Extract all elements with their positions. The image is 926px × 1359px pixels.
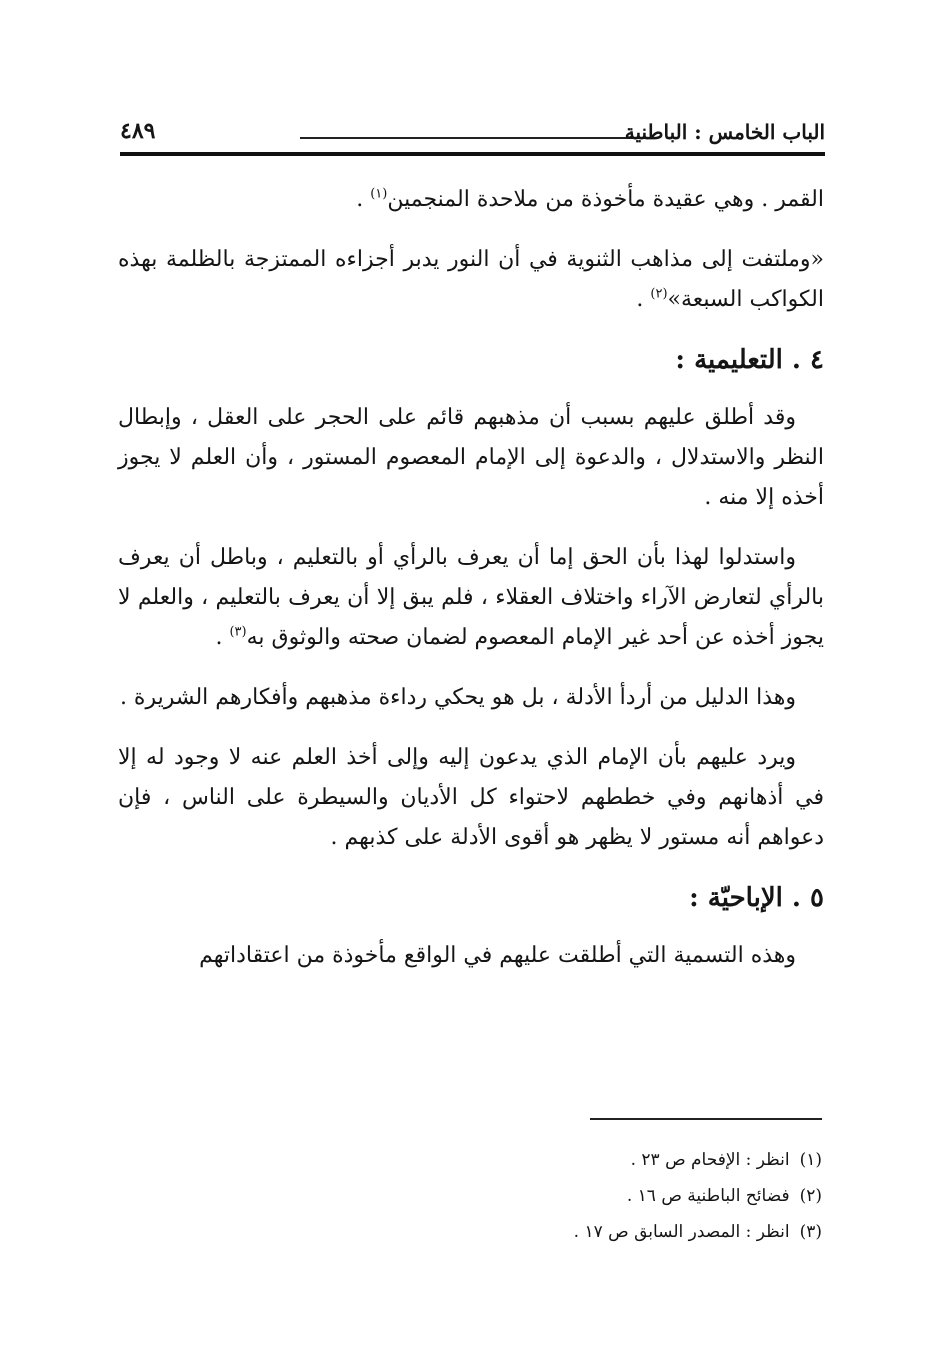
section-heading-ibahiyya: ٥ . الإباحيّة : [689, 883, 824, 913]
footnotes [420, 1142, 822, 1250]
paragraph-6: ويرد عليهم بأن الإمام الذي يدعون إليه وإلى أخذ العلم عنه لا وجود له إلا في أذهانهم وفي خططهم لاحتواء كل الأديان والسيطرة على الناس ، فإن دعواهم أنه مستور لا يظهر هو أقوى الأدلة على كذبهم . [118, 745, 824, 850]
footnote-2 [420, 1178, 822, 1214]
footnote-2-text: فضائح الباطنية ص ١٦ . [626, 1186, 790, 1206]
header-rule [120, 152, 825, 156]
footnote-ref-2: (٢) [650, 286, 668, 302]
quote-paragraph [118, 240, 824, 320]
paragraph-1-text: القمر . وهي عقيدة مأخوذة من ملاحدة المنجمين [387, 187, 824, 212]
footnote-2-number: (٢) [799, 1186, 822, 1206]
footnote-ref-3: (٣) [229, 624, 247, 640]
quote-text: «وملتفت إلى مذاهب الثنوية في أن النور يدبر أجزاءه الممتزجة بالظلمة بهذه الكواكب السبعة» [118, 247, 824, 312]
footnote-rule [590, 1118, 822, 1120]
footnote-3-number: (٣) [799, 1222, 822, 1242]
paragraph-7: وهذه التسمية التي أطلقت عليهم في الواقع مأخوذة من اعتقاداتهم [199, 943, 796, 968]
header-dash-line [300, 137, 653, 139]
footnote-3-text: انظر : المصدر السابق ص ١٧ . [573, 1222, 790, 1242]
page-number: ٤٨٩ [120, 118, 156, 144]
paragraph-3: وقد أطلق عليهم بسبب أن مذهبهم قائم على الحجر على العقل ، وإبطال النظر والاستدلال ، والدعوة إلى الإمام المعصوم المستور ، وأن العلم لا يجوز أخذه إلا منه . [118, 405, 824, 510]
paragraph-5: وهذا الدليل من أردأ الأدلة ، بل هو يحكي رداءة مذهبهم وأفكارهم الشريرة . [119, 685, 796, 710]
paragraph-4-text: واستدلوا لهذا بأن الحق إما أن يعرف بالرأي أو بالتعليم ، وباطل أن يعرف بالرأي لتعارض الآراء واختلاف العقلاء ، فلم يبق إلا أن يعرف بالتعليم ، والعلم لا يجوز أخذه عن أحد غير الإمام المعصوم لضمان صحته والوثوق به [118, 545, 824, 650]
paragraph-1 [118, 180, 824, 220]
paragraph-1-end: . [356, 187, 371, 212]
footnote-1 [420, 1142, 822, 1178]
quote-end: . [636, 287, 651, 312]
paragraph-4 [118, 538, 824, 658]
page-body [118, 180, 824, 996]
running-title: الباب الخامس : الباطنية [624, 120, 825, 144]
footnote-ref-1: (١) [370, 186, 388, 202]
footnote-1-text: انظر : الإفحام ص ٢٣ . [630, 1150, 790, 1170]
footnote-1-number: (١) [799, 1150, 822, 1170]
paragraph-4-end: . [215, 625, 230, 650]
section-heading-talimiyya: ٤ . التعليمية : [675, 345, 824, 375]
footnote-3 [420, 1214, 822, 1250]
